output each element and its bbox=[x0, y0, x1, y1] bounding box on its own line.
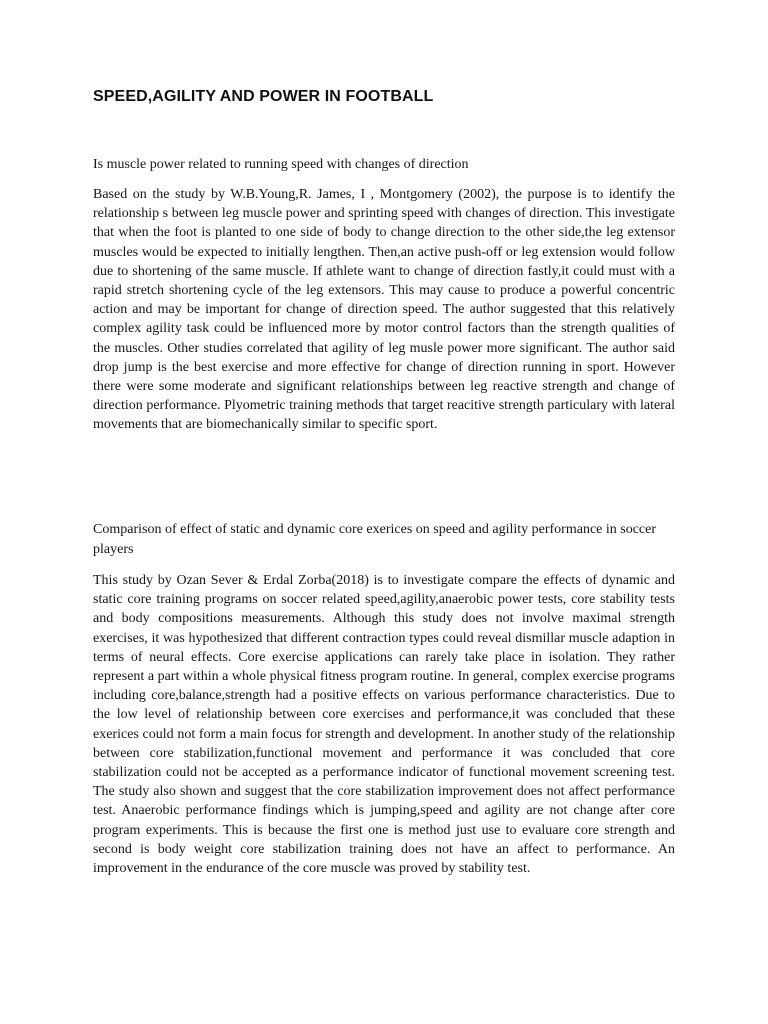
section-1-heading: Is muscle power related to running speed with changes of direction bbox=[93, 157, 469, 172]
section-2-heading: Comparison of effect of static and dynamic core exerices on speed and agility performance in soccer players bbox=[93, 522, 657, 557]
section-1-paragraph: Based on the study by W.B.Young,R. James, I , Montgomery (2002), the purpose is to identify the relationship s between leg muscle power and sprinting speed with changes of direction. This investigate that when the foot is planted to one side of body to change direction to the other side,the leg extensor muscles would be expected to initially lengthen. Then,an active push-off or leg extension would follow due to shortening of the same muscle. If athlete want to change of direction fastly,it could must with a rapid stretch shortening cycle of the leg extensors. This may cause to produce a powerful concentric action and may be important for change of direction speed. The author suggested that this relatively complex agility task could be influenced more by motor control factors than the strength qualities of the muscles. Other studies correlated that agility of leg musle power more significant. The author said drop jump is the best exercise and more effective for change of direction running in sport. However there were some moderate and significant relationships between leg reactive strength and change of direction performance. Plyometric training methods that target reacitive strength particulary with lateral movements that are biomechanically similar to specific sport. bbox=[93, 187, 675, 433]
section-2-paragraph: This study by Ozan Sever & Erdal Zorba(2018) is to investigate compare the effects of dynamic and static core training programs on soccer related speed,agility,anaerobic power tests, core stability tests and body compositions measurements. Although this study does not involve maximal strength exercises, it was hypothesized that different contraction types could reveal dismillar muscle adaption in terms of neural effects. Core exercise applications can rarely take place in isolation. They rather represent a part within a whole physical fitness program routine. In general, complex exercise programs including core,balance,strength had a positive effects on various performance characteristics. Due to the low level of relationship between core exercises and performance,it was concluded that these exerices could not form a main focus for strength and development. In another study of the relationship between core stabilization,functional movement and performance it was concluded that core stabilization could not be accepted as a performance indicator of functional movement screening test. The study also shown and suggest that the core stabilization improvement does not affect performance test. Anaerobic performance findings which is jumping,speed and agility are not change after core program experiments. This is because the first one is method just use to evaluare core strength and second is body weight core stabilization training does not have an affect to performance. An improvement in the endurance of the core muscle was proved by stability test. bbox=[93, 573, 675, 877]
document-title: SPEED,AGILITY AND POWER IN FOOTBALL bbox=[93, 88, 434, 105]
